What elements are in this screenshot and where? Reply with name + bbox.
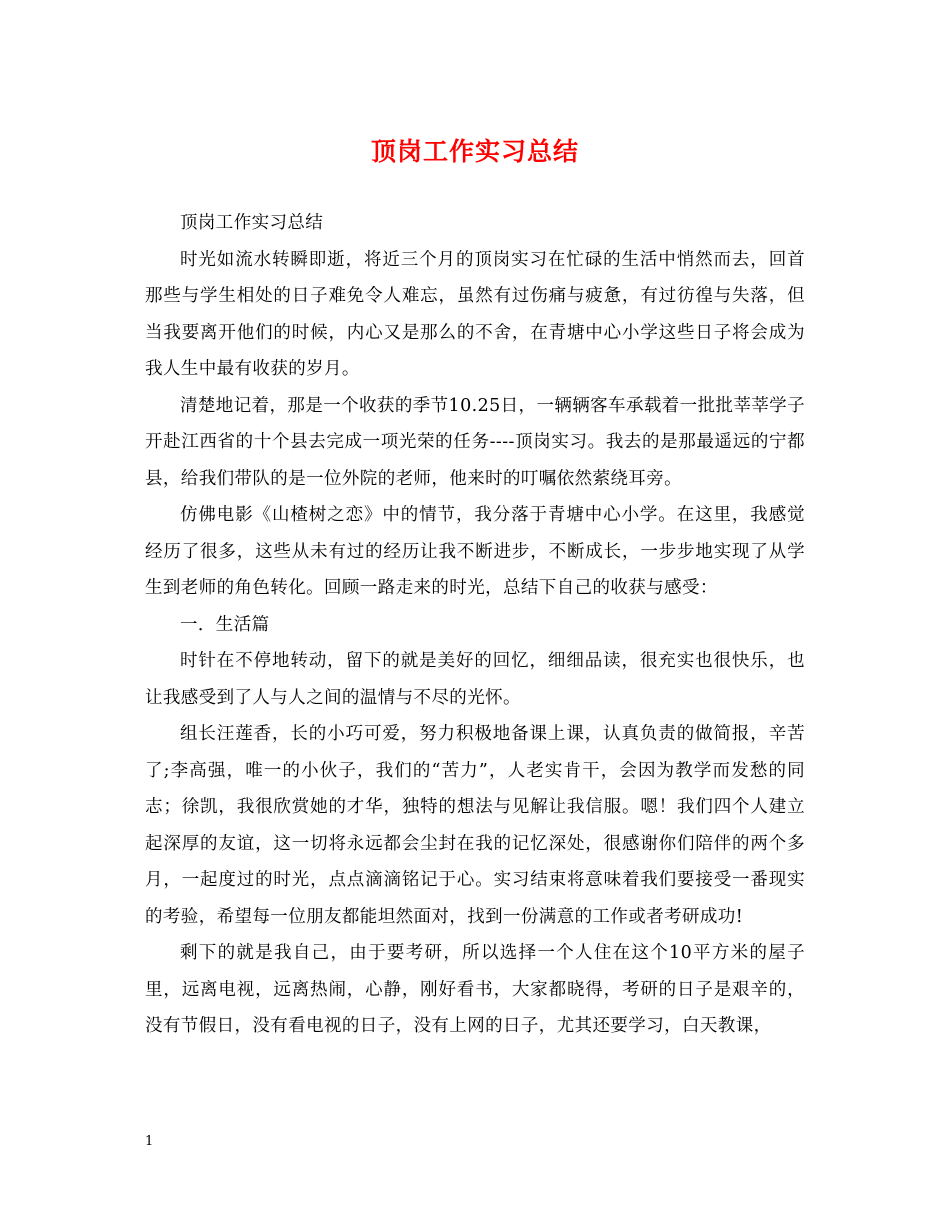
paragraph-departure: 清楚地记着，那是一个收获的季节10.25日，一辆辆客车承载着一批批莘莘学子开赴江西省的十个县去完成一项光荣的任务----顶岗实习。我去的是那最遥远的宁都县，给我们带队的是一位外院的老师，他来时的叮嘱依然萦绕耳旁。 [145,395,805,489]
paragraph-self: 剩下的就是我自己，由于要考研，所以选择一个人住在这个10平方米的屋子里，远离电视，远离热闹，心静，刚好看书，大家都晓得，考研的日子是艰辛的，没有节假日，没有看电视的日子，没有上网的日子，尤其还要学习，白天教课， [145,943,805,1036]
document-title: 顶岗工作实习总结 [370,137,579,166]
page-number: 1 [145,1134,154,1149]
paragraph-assignment: 仿佛电影《山楂树之恋》中的情节，我分落于青塘中心小学。在这里，我感觉经历了很多，这些从未有过的经历让我不断进步，不断成长，一步步地实现了从学生到老师的角色转化。回顾一路走来的时光，总结下自己的收获与感受： [145,505,805,598]
paragraph-team: 组长汪莲香，长的小巧可爱，努力积极地备课上课，认真负责的做简报，辛苦了;李高强，唯一的小伙子，我们的“苦力”，人老实肯干，会因为教学而发愁的同志；徐凯，我很欣赏她的才华，独特的想法与见解让我信服。嗯！我们四个人建立起深厚的友谊，这一切将永远都会尘封在我的记忆深处，很感谢你们陪伴的两个多月，一起度过的时光，点点滴滴铭记于心。实习结束将意味着我们要接受一番现实的考验，希望每一位朋友都能坦然面对，找到一份满意的工作或者考研成功! [145,724,805,927]
document-body [145,205,805,1045]
section-heading-life: 一．生活篇 [180,614,270,635]
paragraph-intro: 时光如流水转瞬即逝，将近三个月的顶岗实习在忙碌的生活中悄然而去，回首那些与学生相处的日子难免令人难忘，虽然有过伤痛与疲惫，有过彷徨与失落，但当我要离开他们的时候，内心又是那么的不舍，在青塘中心小学这些日子将会成为我人生中最有收获的岁月。 [145,249,805,379]
paragraph-heading: 顶岗工作实习总结 [180,213,324,233]
paragraph-memories: 时针在不停地转动，留下的就是美好的回忆，细细品读，很充实也很快乐，也让我感受到了人与人之间的温情与不尽的光怀。 [145,651,805,708]
